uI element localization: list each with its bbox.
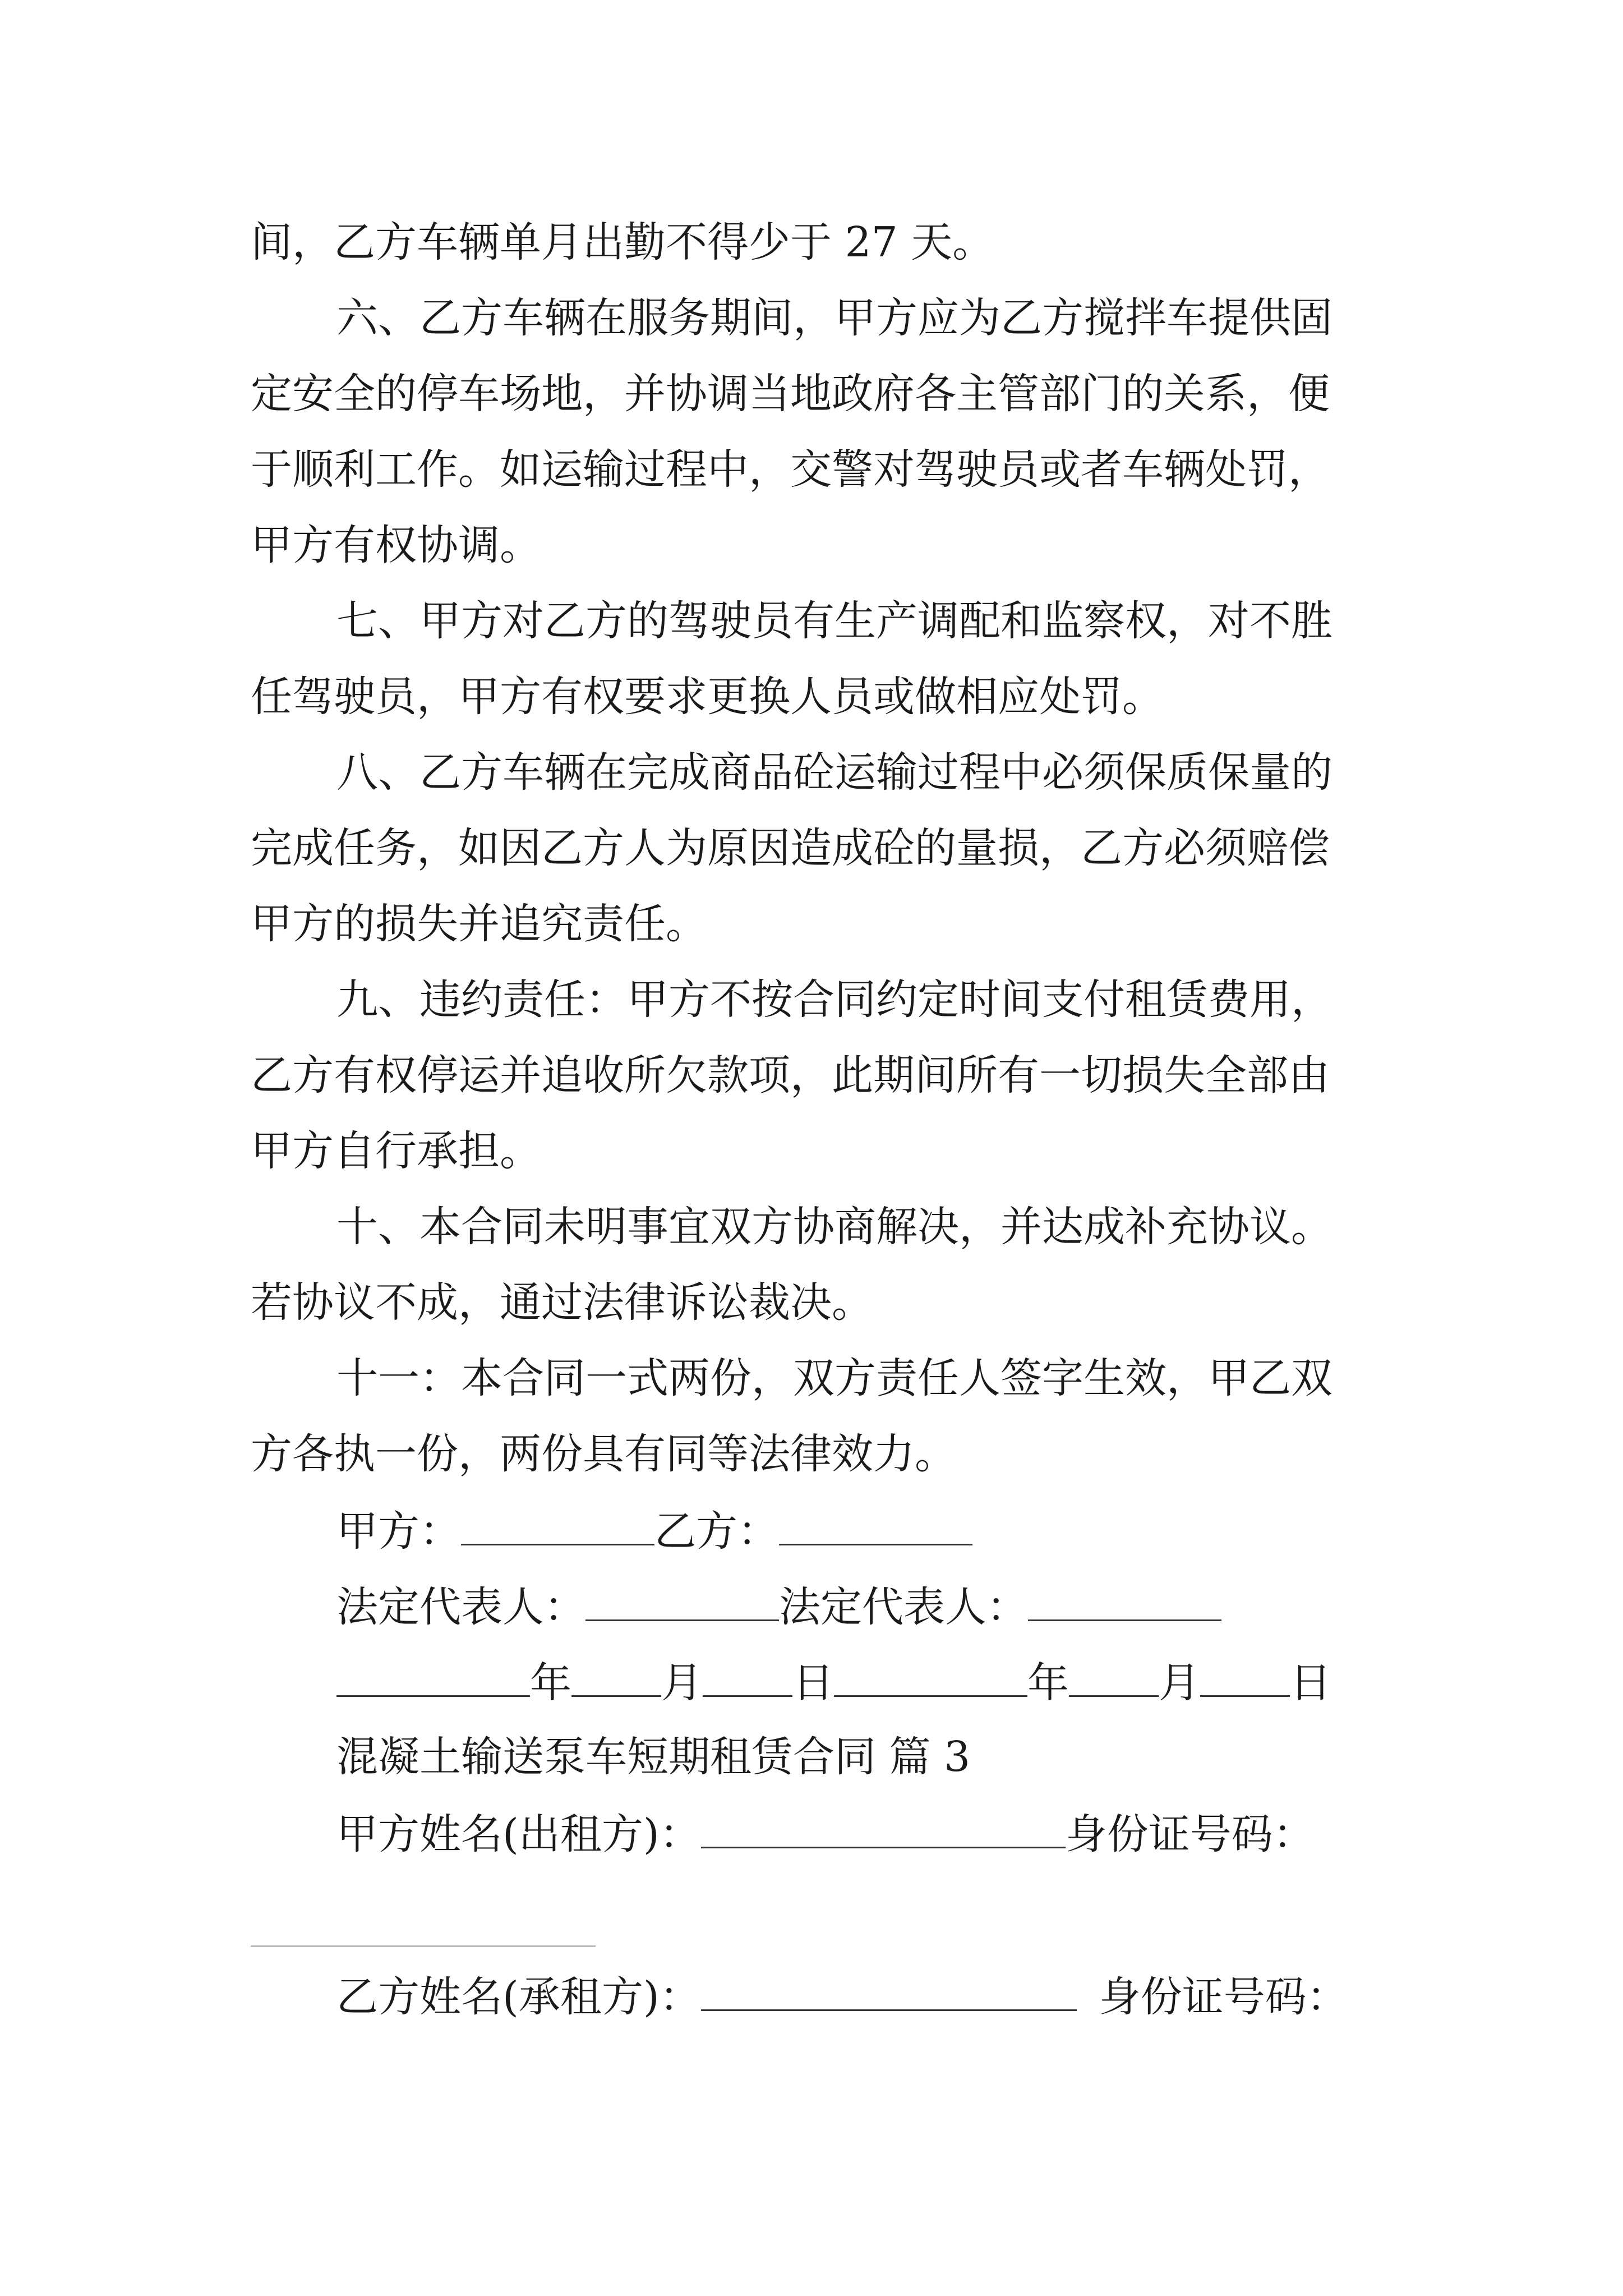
rep-a-blank[interactable]: [585, 1585, 779, 1621]
year-b-label: 年: [1027, 1659, 1069, 1707]
paragraph-line: 完成任务，如因乙方人为原因造成砼的量损，乙方必须赔偿: [251, 824, 1330, 872]
paragraph-line: 甲方有权协调。: [251, 521, 541, 569]
year-a-blank[interactable]: [336, 1660, 530, 1697]
year-a-label: 年: [530, 1659, 571, 1707]
divider: [251, 1945, 596, 1947]
paragraph-line: 定安全的停车场地，并协调当地政府各主管部门的关系，便: [251, 370, 1330, 418]
signature-representatives: [336, 1583, 1221, 1631]
lessor-label: 甲方姓名(出租方)：: [336, 1810, 701, 1858]
paragraph-line: 甲方的损失并追究责任。: [251, 900, 707, 948]
month-a-label: 月: [661, 1659, 703, 1707]
lessor-line: [336, 1810, 1315, 1858]
paragraph-line: 八、乙方车辆在完成商品砼运输过程中必须保质保量的: [336, 748, 1332, 797]
rep-b-label: 法定代表人：: [779, 1583, 1028, 1631]
day-a-blank[interactable]: [703, 1660, 792, 1697]
day-b-label: 日: [1290, 1659, 1331, 1707]
lessee-name-blank[interactable]: [701, 1975, 1077, 2011]
paragraph-line: 任驾驶员，甲方有权要求更换人员或做相应处罚。: [251, 673, 1164, 721]
paragraph-line: 甲方自行承担。: [251, 1127, 541, 1175]
party-b-blank[interactable]: [779, 1509, 972, 1545]
paragraph-line: 方各执一份，两份具有同等法律效力。: [251, 1430, 956, 1478]
party-b-label: 乙方：: [654, 1507, 779, 1556]
month-b-blank[interactable]: [1069, 1660, 1159, 1697]
month-a-blank[interactable]: [571, 1660, 661, 1697]
rep-b-blank[interactable]: [1028, 1585, 1221, 1621]
paragraph-line: 十、本合同未明事宜双方协商解决，并达成补充协议。: [336, 1203, 1332, 1251]
paragraph-line: 九、违约责任：甲方不按合同约定时间支付租赁费用，: [336, 976, 1332, 1024]
rep-a-label: 法定代表人：: [336, 1583, 585, 1631]
lessee-id-label: 身份证号码：: [1099, 1973, 1348, 2021]
day-a-label: 日: [792, 1659, 834, 1707]
lessee-label: 乙方姓名(承租方)：: [336, 1973, 701, 2021]
month-b-label: 月: [1159, 1659, 1200, 1707]
year-b-blank[interactable]: [834, 1660, 1027, 1697]
paragraph-line: 间，乙方车辆单月出勤不得少于 27 天。: [251, 218, 994, 266]
paragraph-line: 六、乙方车辆在服务期间，甲方应为乙方搅拌车提供固: [336, 294, 1332, 342]
lessor-name-blank[interactable]: [701, 1812, 1066, 1848]
signature-parties: [336, 1507, 972, 1556]
signature-dates: [336, 1659, 1331, 1707]
paragraph-line: 若协议不成，通过法律诉讼裁决。: [251, 1278, 873, 1327]
paragraph-line: 乙方有权停运并追收所欠款项，此期间所有一切损失全部由: [251, 1051, 1330, 1099]
day-b-blank[interactable]: [1200, 1660, 1290, 1697]
lessor-id-label: 身份证号码：: [1065, 1810, 1315, 1858]
party-a-blank[interactable]: [461, 1509, 654, 1545]
paragraph-line: 于顺利工作。如运输过程中，交警对驾驶员或者车辆处罚，: [251, 445, 1330, 494]
paragraph-line: 十一：本合同一式两份，双方责任人签字生效，甲乙双: [336, 1354, 1332, 1402]
lessee-line: [336, 1973, 1348, 2021]
section-title: 混凝土输送泵车短期租赁合同 篇 3: [336, 1733, 971, 1781]
party-a-label: 甲方：: [336, 1507, 461, 1556]
paragraph-line: 七、甲方对乙方的驾驶员有生产调配和监察权，对不胜: [336, 597, 1332, 645]
